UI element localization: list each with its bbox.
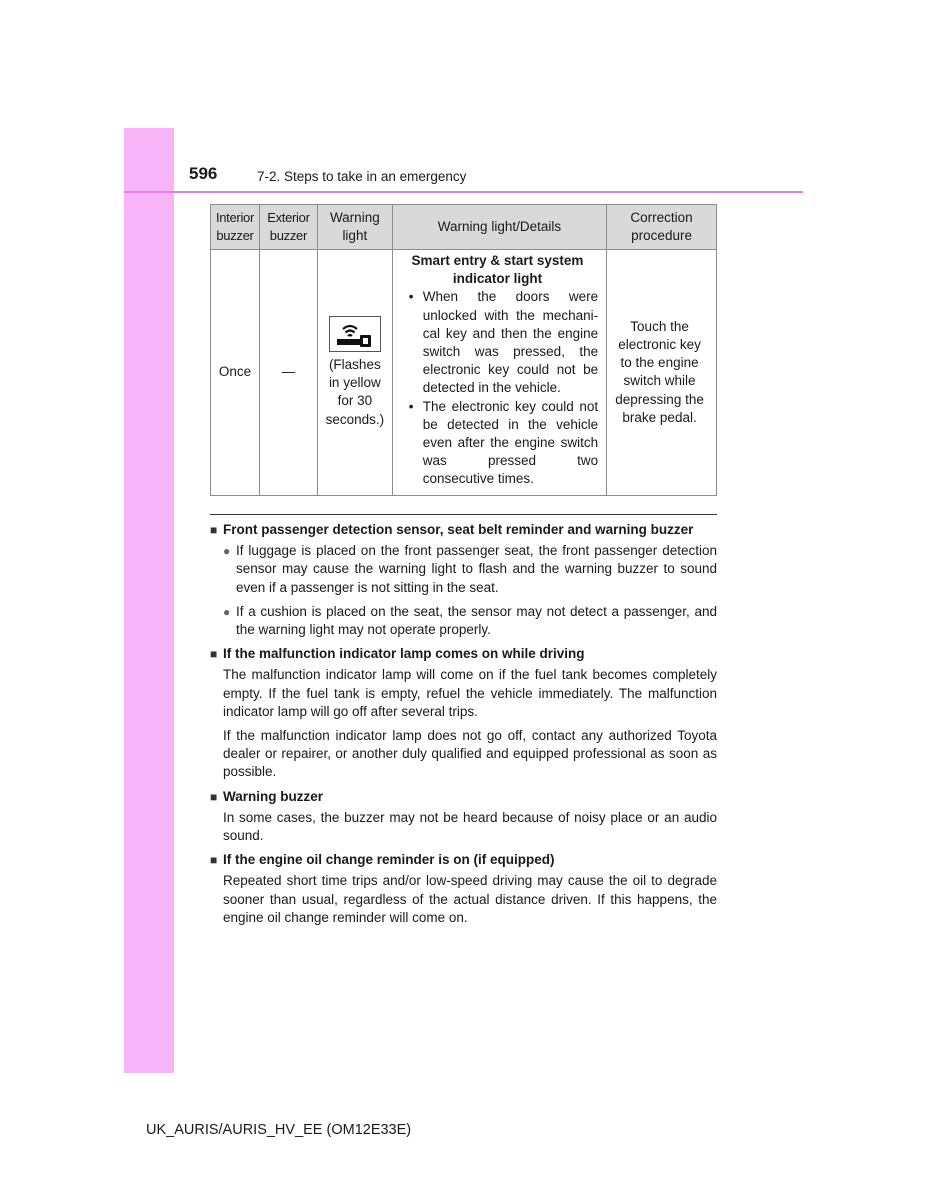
warning-note-line: (Flashes <box>328 356 381 372</box>
paragraph: If the malfunction indicator lamp does not go off, contact any authorized Toyota dealer or repairer, or another duly qualified and equipped professional as soon as possible. <box>223 728 717 780</box>
circle-bullet-icon: ● <box>223 544 231 559</box>
header-interior-buzzer: Interior buzzer <box>211 205 260 250</box>
square-bullet-icon: ■ <box>210 523 218 537</box>
warning-note-line: in yellow <box>328 375 381 391</box>
header-correction: Correction procedure <box>607 205 717 250</box>
paragraph: The malfunction indicator lamp will come on if the fuel tank becomes completely empty. If the fuel tank is empty, refuel the vehicle immediately. The malfunction indicator lamp will go off after several trips. <box>223 667 717 719</box>
cell-details <box>392 250 606 496</box>
cell-interior-buzzer: Once <box>211 250 260 496</box>
warning-note-line: for 30 <box>337 393 373 409</box>
smart-key-indicator-icon <box>329 316 381 352</box>
cell-correction: Touch the electronic key to the engine switch while depressing the brake pedal. <box>607 250 717 496</box>
table-row <box>211 250 717 496</box>
header-exterior-buzzer: Exterior buzzer <box>259 205 317 250</box>
side-tab-band <box>124 128 174 1073</box>
section-heading: ■ If the malfunction indicator lamp comes on while driving <box>210 645 717 663</box>
cell-exterior-buzzer: — <box>259 250 317 496</box>
square-bullet-icon: ■ <box>210 647 218 662</box>
section-heading: ■ If the engine oil change reminder is on (if equipped) <box>210 851 717 869</box>
header-warning-light: Warning light <box>317 205 392 250</box>
section-heading: ■ Front passenger detection sensor, seat belt reminder and warning buzzer <box>210 521 717 539</box>
details-title: Smart entry & start system indicator light <box>411 253 584 287</box>
square-bullet-icon: ■ <box>210 789 218 804</box>
details-list <box>397 288 598 488</box>
table-header-row <box>211 205 717 250</box>
list-item: • When the doors were unlocked with the mechanical key and then the engine switch was pressed, the electronic key could not be detected in the vehicle. <box>397 288 598 397</box>
list-item: ● If a cushion is placed on the seat, the sensor may not detect a passenger, and the warning light may not operate properly. <box>223 603 717 639</box>
paragraph: In some cases, the buzzer may not be heard because of noisy place or an audio sound. <box>223 809 717 844</box>
circle-bullet-icon: ● <box>223 604 231 619</box>
page-number: 596 <box>189 164 218 183</box>
warning-note-line: seconds.) <box>325 411 385 427</box>
paragraph: Repeated short time trips and/or low-speed driving may cause the oil to degrade sooner than usual, regardless of the actual distance driven. If this happens, the engine oil change reminder will come on. <box>223 873 717 925</box>
notes-body <box>210 515 717 933</box>
section-title: 7-2. Steps to take in an emergency <box>257 169 467 184</box>
warning-table <box>210 204 717 496</box>
header-rule <box>124 191 803 193</box>
list-item: ● If luggage is placed on the front passenger seat, the front passenger detection sensor may cause the warning light to flash and the warning buzzer to sound even if a passenger is not sitting in the seat. <box>223 542 717 597</box>
square-bullet-icon: ■ <box>210 853 218 868</box>
cell-warning-light <box>317 250 392 496</box>
list-item: • The electronic key could not be detected in the vehicle even after the engine switch was pressed two consecutive times. <box>397 398 598 489</box>
section-heading: ■ Warning buzzer <box>210 788 717 806</box>
footer-doc-code: UK_AURIS/AURIS_HV_EE (OM12E33E) <box>146 1122 412 1138</box>
header-details: Warning light/Details <box>392 205 606 250</box>
